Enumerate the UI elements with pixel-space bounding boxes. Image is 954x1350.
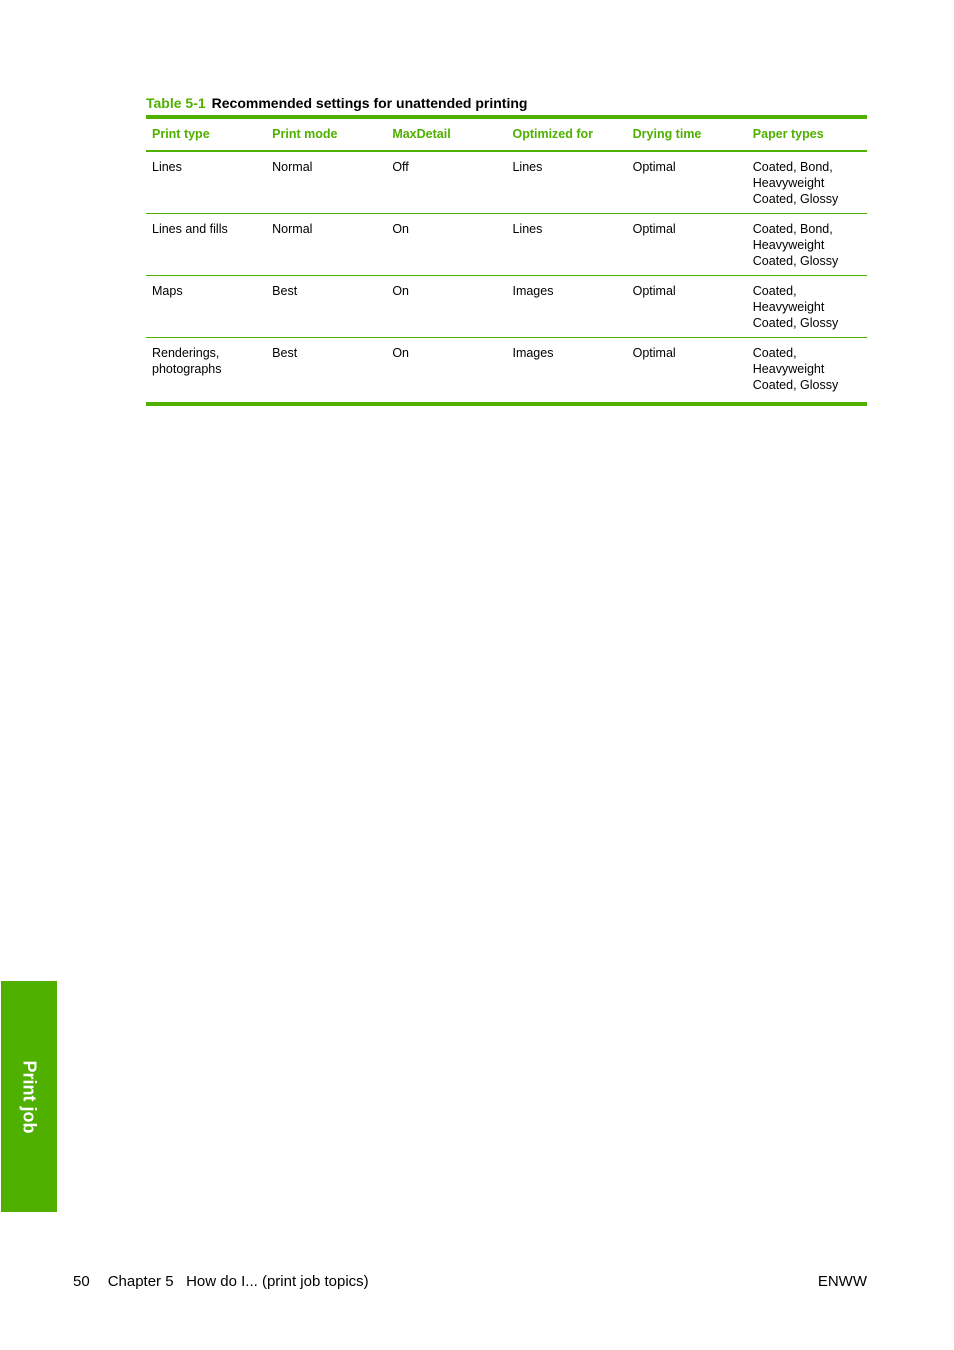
footer-chapter: Chapter 5 xyxy=(107,1273,174,1290)
cell-print-type: Maps xyxy=(146,276,266,338)
cell-print-mode: Normal xyxy=(266,214,386,276)
cell-paper-types: Coated, Heavyweight Coated, Glossy xyxy=(747,338,867,405)
cell-paper-types: Coated, Bond, Heavyweight Coated, Glossy xyxy=(747,151,867,214)
table-number: Table 5-1 xyxy=(146,95,206,111)
footer-doc-code: ENWW xyxy=(817,1273,867,1290)
table-row xyxy=(146,338,867,405)
cell-drying-time: Optimal xyxy=(627,276,747,338)
chapter-side-tab xyxy=(1,981,57,1212)
cell-print-type: Renderings, photographs xyxy=(146,338,266,405)
page-number: 50 xyxy=(73,1273,90,1290)
settings-table xyxy=(146,115,867,406)
cell-print-mode: Normal xyxy=(266,151,386,214)
table-row xyxy=(146,214,867,276)
cell-optimized-for: Images xyxy=(506,338,626,405)
footer-chapter-title: How do I... (print job topics) xyxy=(186,1273,369,1290)
cell-print-type: Lines xyxy=(146,151,266,214)
header-print-type: Print type xyxy=(146,117,266,151)
table-title: Recommended settings for unattended printing xyxy=(211,95,528,111)
header-paper-types: Paper types xyxy=(747,117,867,151)
header-maxdetail: MaxDetail xyxy=(386,117,506,151)
cell-paper-types: Coated, Bond, Heavyweight Coated, Glossy xyxy=(747,214,867,276)
cell-paper-types: Coated, Heavyweight Coated, Glossy xyxy=(747,276,867,338)
cell-optimized-for: Images xyxy=(506,276,626,338)
side-tab-label: Print job xyxy=(19,1060,40,1133)
header-optimized-for: Optimized for xyxy=(506,117,626,151)
cell-print-mode: Best xyxy=(266,338,386,405)
page-footer xyxy=(73,1273,369,1290)
cell-print-mode: Best xyxy=(266,276,386,338)
header-print-mode: Print mode xyxy=(266,117,386,151)
cell-maxdetail: On xyxy=(386,214,506,276)
cell-maxdetail: On xyxy=(386,338,506,405)
cell-maxdetail: On xyxy=(386,276,506,338)
table-row xyxy=(146,151,867,214)
cell-print-type: Lines and fills xyxy=(146,214,266,276)
header-drying-time: Drying time xyxy=(627,117,747,151)
table-caption xyxy=(146,95,527,111)
table-header-row xyxy=(146,117,867,151)
cell-optimized-for: Lines xyxy=(506,151,626,214)
cell-drying-time: Optimal xyxy=(627,214,747,276)
cell-maxdetail: Off xyxy=(386,151,506,214)
cell-drying-time: Optimal xyxy=(627,151,747,214)
table-row xyxy=(146,276,867,338)
cell-drying-time: Optimal xyxy=(627,338,747,405)
cell-optimized-for: Lines xyxy=(506,214,626,276)
